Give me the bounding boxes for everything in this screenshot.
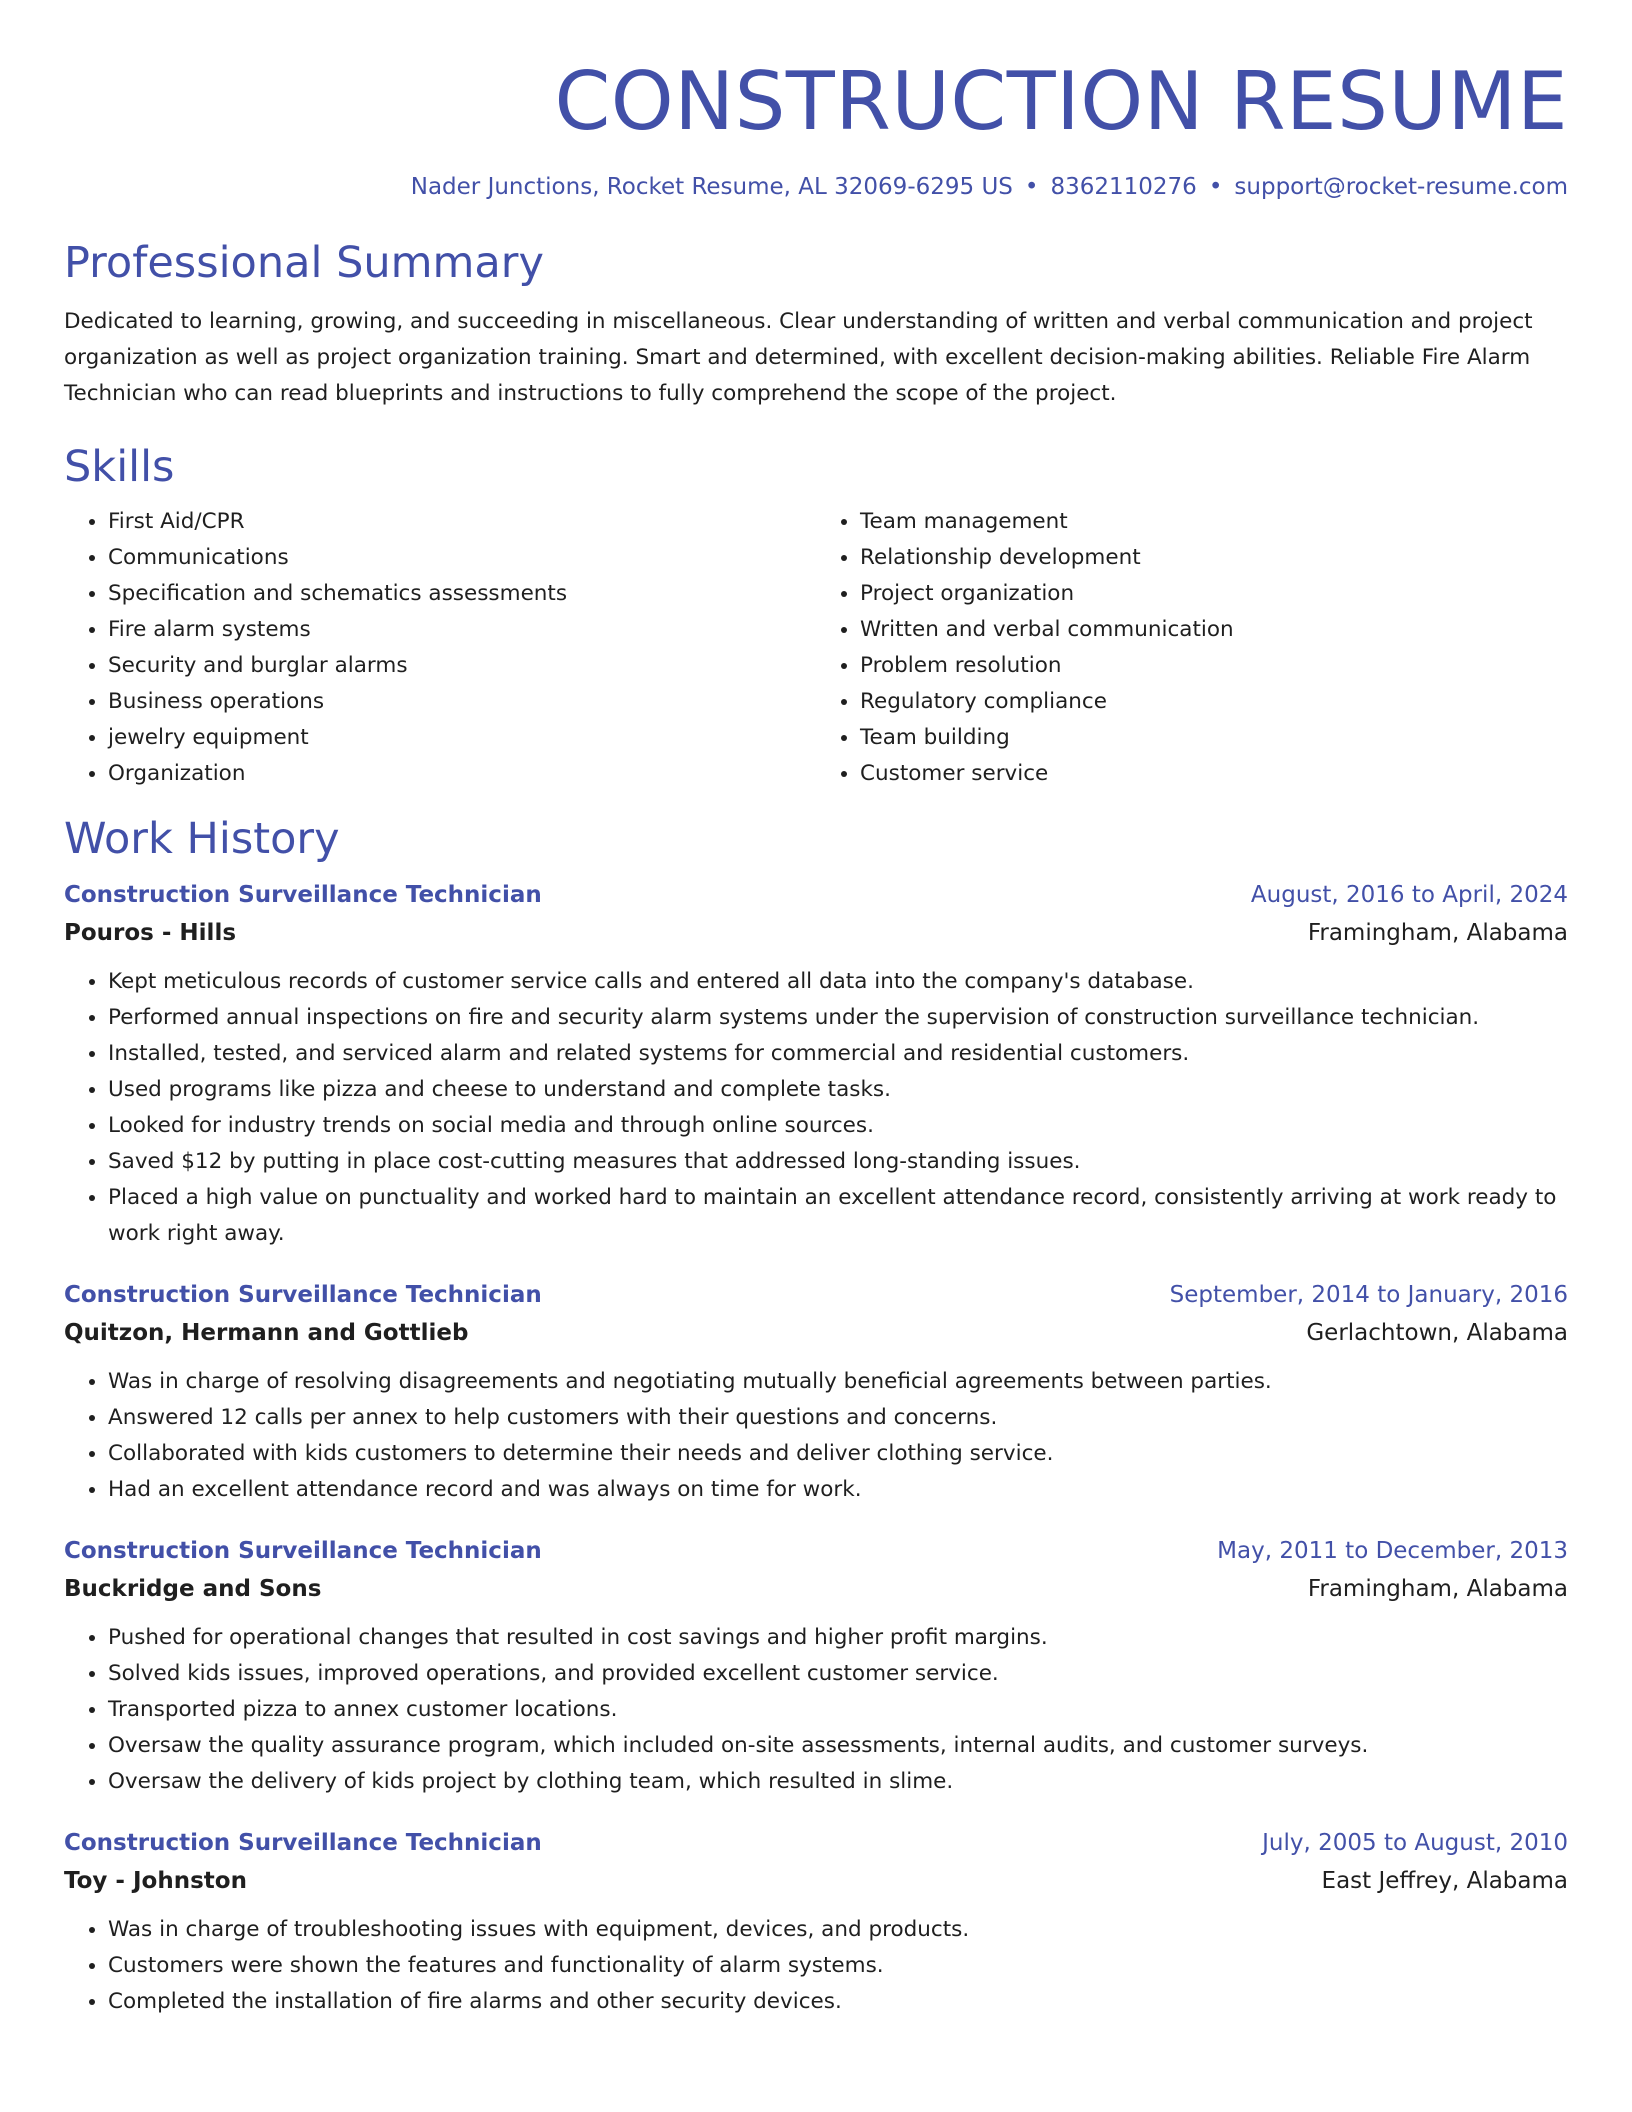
job-title: Construction Surveillance Technician xyxy=(64,1282,542,1308)
job-header-row xyxy=(64,1276,1568,1314)
job-company: Quitzon, Hermann and Gottlieb xyxy=(64,1320,469,1346)
job-bullet: • Transported pizza to annex customer locations. xyxy=(108,1692,1568,1728)
job-header-row xyxy=(64,1824,1568,1862)
job-bullets xyxy=(64,964,1568,1252)
job-location: Gerlachtown, Alabama xyxy=(1306,1320,1568,1346)
job-location: Framingham, Alabama xyxy=(1307,1576,1568,1602)
job-bullet: • Answered 12 calls per annex to help customers with their questions and concerns. xyxy=(108,1400,1568,1436)
job-header-row xyxy=(64,1532,1568,1570)
job-title: Construction Surveillance Technician xyxy=(64,1538,542,1564)
skill-item: • Project organization xyxy=(860,576,1568,612)
job-bullet: • Solved kids issues, improved operations, and provided excellent customer service. xyxy=(108,1656,1568,1692)
job-bullet: • Used programs like pizza and cheese to understand and complete tasks. xyxy=(108,1072,1568,1108)
job-bullet: • Pushed for operational changes that resulted in cost savings and higher profit margins. xyxy=(108,1620,1568,1656)
job-entry xyxy=(64,1532,1568,1800)
job-bullet: • Collaborated with kids customers to determine their needs and deliver clothing service. xyxy=(108,1436,1568,1472)
job-bullets xyxy=(64,1912,1568,2020)
job-bullet: • Looked for industry trends on social media and through online sources. xyxy=(108,1108,1568,1144)
skill-item: • Communications xyxy=(108,540,816,576)
job-dates: July, 2005 to August, 2010 xyxy=(1262,1830,1568,1856)
contact-address: Nader Junctions, Rocket Resume, AL 32069-6295 US xyxy=(410,174,1013,200)
job-bullet: • Kept meticulous records of customer service calls and entered all data into the company's database. xyxy=(108,964,1568,1000)
job-bullet: • Installed, tested, and serviced alarm and related systems for commercial and residential customers. xyxy=(108,1036,1568,1072)
skill-item: • Customer service xyxy=(860,756,1568,792)
skill-item: • Specification and schematics assessments xyxy=(108,576,816,612)
job-company: Toy - Johnston xyxy=(64,1868,247,1894)
contact-email: support@rocket-resume.com xyxy=(1234,174,1568,200)
resume-title: CONSTRUCTION RESUME xyxy=(554,55,1568,148)
skill-item: • Team management xyxy=(860,504,1568,540)
skill-item: • Team building xyxy=(860,720,1568,756)
skill-item: • First Aid/CPR xyxy=(108,504,816,540)
job-bullet: • Customers were shown the features and functionality of alarm systems. xyxy=(108,1948,1568,1984)
job-title: Construction Surveillance Technician xyxy=(64,882,542,908)
skill-item: • Regulatory compliance xyxy=(860,684,1568,720)
skill-item: • Fire alarm systems xyxy=(108,612,816,648)
contact-line xyxy=(64,174,1568,200)
skills-section xyxy=(64,440,1568,792)
skill-item: • Written and verbal communication xyxy=(860,612,1568,648)
job-company-row xyxy=(64,914,1568,952)
skills-list-left xyxy=(64,504,816,792)
job-bullet: • Oversaw the delivery of kids project by clothing team, which resulted in slime. xyxy=(108,1764,1568,1800)
job-entry xyxy=(64,876,1568,1252)
job-company-row xyxy=(64,1862,1568,1900)
contact-separator: • xyxy=(1208,174,1223,200)
job-bullet: • Placed a high value on punctuality and worked hard to maintain an excellent attendance record, consistently arriving at work ready to work right away. xyxy=(108,1180,1568,1252)
job-bullet: • Was in charge of troubleshooting issues with equipment, devices, and products. xyxy=(108,1912,1568,1948)
job-bullet: • Performed annual inspections on fire and security alarm systems under the supervision of construction surveillance technician. xyxy=(108,1000,1568,1036)
job-location: East Jeffrey, Alabama xyxy=(1321,1868,1568,1894)
summary-heading: Professional Summary xyxy=(64,238,544,288)
job-bullet: • Had an excellent attendance record and was always on time for work. xyxy=(108,1472,1568,1508)
contact-phone: 8362110276 xyxy=(1050,174,1197,200)
skill-item: • jewelry equipment xyxy=(108,720,816,756)
job-bullet: • Oversaw the quality assurance program, which included on-site assessments, internal audits, and customer surveys. xyxy=(108,1728,1568,1764)
job-bullets xyxy=(64,1620,1568,1800)
job-title: Construction Surveillance Technician xyxy=(64,1830,542,1856)
summary-section xyxy=(64,236,1568,412)
job-header-row xyxy=(64,876,1568,914)
contact-separator: • xyxy=(1024,174,1039,200)
skills-heading: Skills xyxy=(64,442,175,492)
job-company: Buckridge and Sons xyxy=(64,1576,322,1602)
job-company-row xyxy=(64,1314,1568,1352)
skill-item: • Organization xyxy=(108,756,816,792)
job-entry xyxy=(64,1824,1568,2020)
job-dates: September, 2014 to January, 2016 xyxy=(1169,1282,1568,1308)
job-company: Pouros - Hills xyxy=(64,920,237,946)
resume-header xyxy=(64,52,1568,200)
skill-item: • Business operations xyxy=(108,684,816,720)
job-dates: May, 2011 to December, 2013 xyxy=(1217,1538,1568,1564)
skill-item: • Security and burglar alarms xyxy=(108,648,816,684)
job-bullet: • Saved $12 by putting in place cost-cutting measures that addressed long-standing issues. xyxy=(108,1144,1568,1180)
job-company-row xyxy=(64,1570,1568,1608)
job-bullets xyxy=(64,1364,1568,1508)
job-bullet: • Completed the installation of fire alarms and other security devices. xyxy=(108,1984,1568,2020)
summary-text: Dedicated to learning, growing, and succeeding in miscellaneous. Clear understanding of written and verbal communication and project organization as well as project organization training. Smart and determined, with excellent decision-making abilities. Reliable Fire Alarm Technician who can read blueprints and instructions to fully comprehend the scope of the project. xyxy=(64,309,1533,406)
work-history-heading: Work History xyxy=(64,814,340,864)
job-bullet: • Was in charge of resolving disagreements and negotiating mutually beneficial agreements between parties. xyxy=(108,1364,1568,1400)
skills-grid xyxy=(64,504,1568,792)
skill-item: • Problem resolution xyxy=(860,648,1568,684)
job-location: Framingham, Alabama xyxy=(1307,920,1568,946)
work-history-section xyxy=(64,812,1568,2020)
job-entry xyxy=(64,1276,1568,1508)
skill-item: • Relationship development xyxy=(860,540,1568,576)
skills-list-right xyxy=(816,504,1568,792)
job-dates: August, 2016 to April, 2024 xyxy=(1250,882,1568,908)
